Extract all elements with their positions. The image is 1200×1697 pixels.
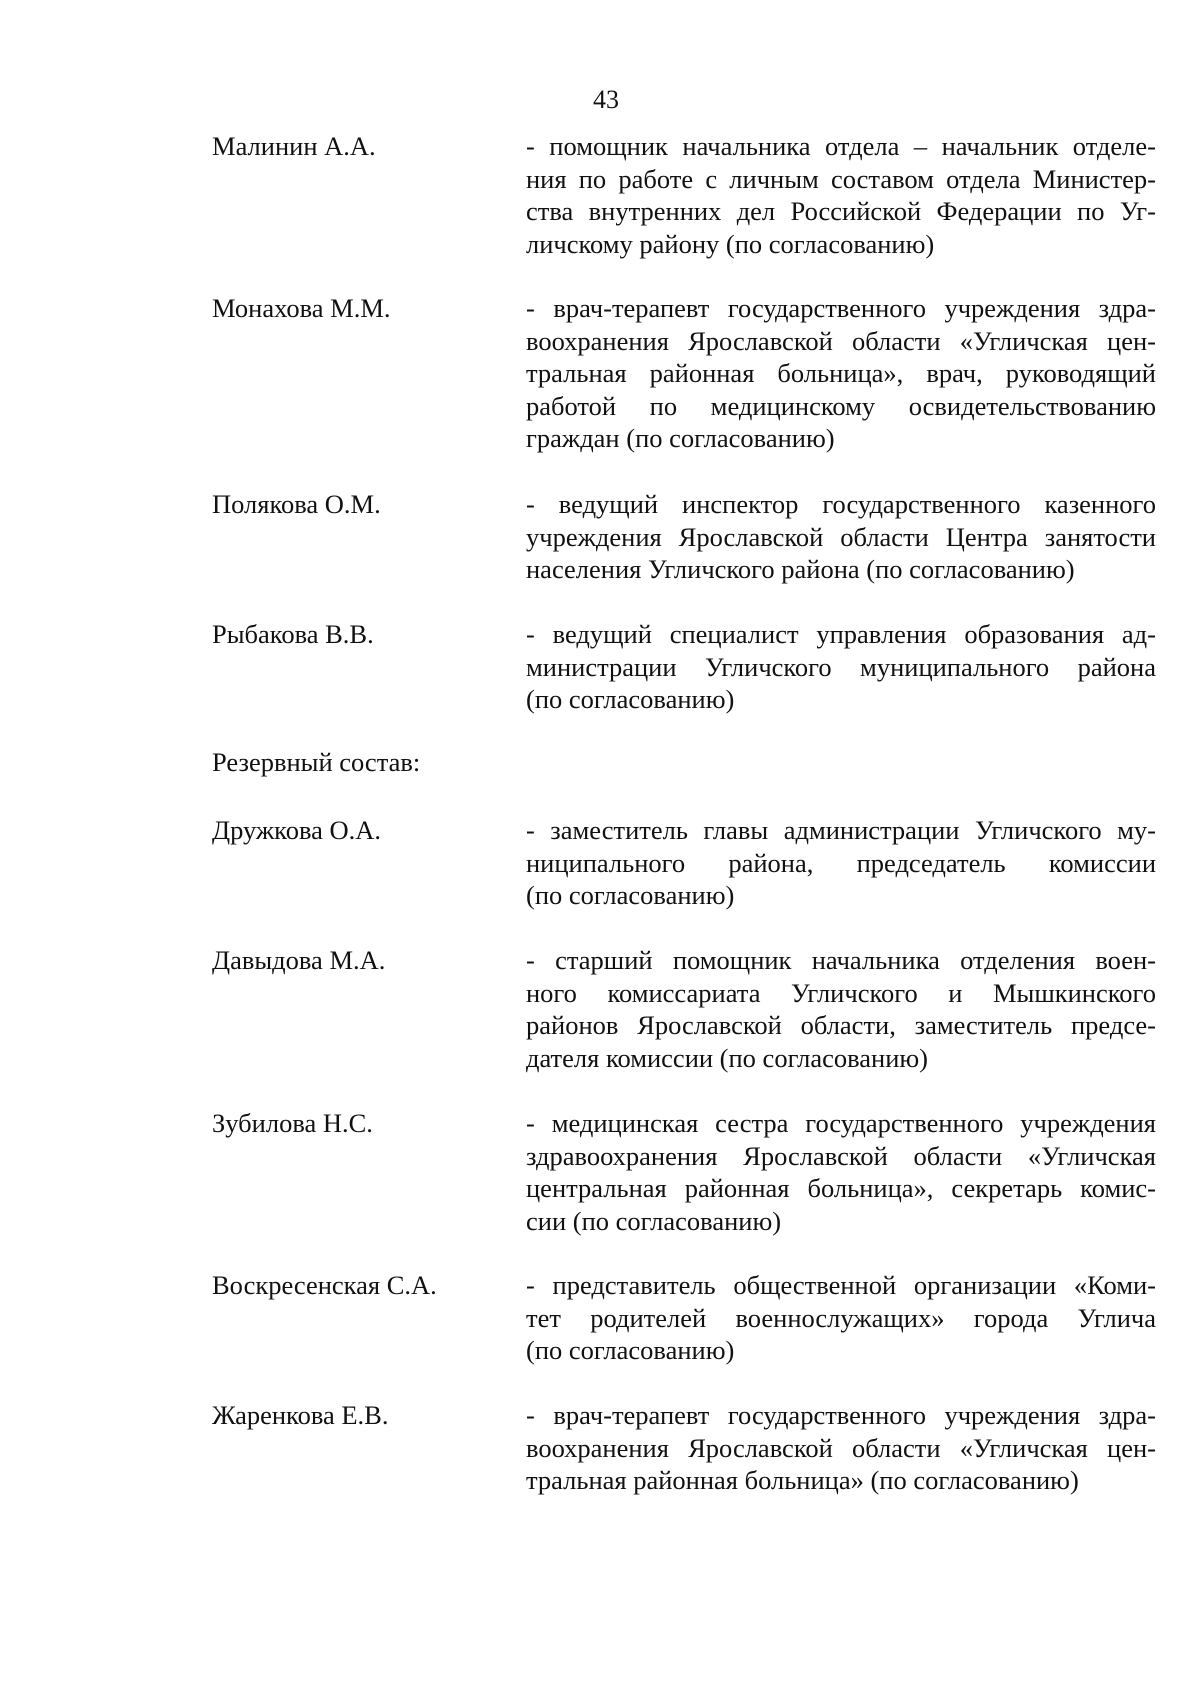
member-name: Жаренкова Е.В. <box>212 1400 389 1430</box>
member-role <box>526 1269 1156 1367</box>
role-line: личскому району (по согласованию) <box>526 228 935 259</box>
member-role <box>526 814 1156 912</box>
role-line: (по согласованию) <box>526 684 735 714</box>
role-line: центральная районная больница», секретарь комис- <box>526 1173 1156 1203</box>
member-name: Зубилова Н.С. <box>212 1108 373 1138</box>
role-line: населения Угличского района (по согласованию) <box>526 554 1075 584</box>
member-name: Рыбакова В.В. <box>212 619 374 649</box>
role-line: ного комиссариата Угличского и Мышкинского <box>526 977 1156 1008</box>
role-line: - врач-терапевт государственного учреждения здра- <box>526 1400 1156 1430</box>
member-role <box>526 488 1156 586</box>
role-line: - представитель общественной организации «Коми- <box>526 1270 1156 1300</box>
role-line: - врач-терапевт государственного учреждения здра- <box>526 293 1156 323</box>
role-line: воохранения Ярославской области «Угличская цен- <box>526 1432 1156 1463</box>
role-line: учреждения Ярославской области Центра занятости <box>526 521 1156 552</box>
member-name: Полякова О.М. <box>212 489 381 519</box>
role-line: граждан (по согласованию) <box>526 423 835 453</box>
member-role <box>526 618 1156 716</box>
role-line: работой по медицинскому освидетельствованию <box>526 390 1156 421</box>
role-line: воохранения Ярославской области «Угличская цен- <box>526 325 1156 356</box>
role-line: ства внутренних дел Российской Федерации по Уг- <box>526 196 1156 226</box>
role-line: ния по работе с личным составом отдела Министер- <box>526 163 1156 194</box>
member-role <box>526 1107 1156 1237</box>
member-name: Воскресенская С.А. <box>212 1270 437 1300</box>
reserve-section-label: Резервный состав: <box>212 747 421 777</box>
role-line: дателя комиссии (по согласованию) <box>526 1042 929 1073</box>
role-line: - медицинская сестра государственного учреждения <box>526 1108 1156 1138</box>
role-line: тет родителей военнослужащих» города Углича <box>526 1302 1156 1333</box>
role-line: - ведущий специалист управления образования ад- <box>526 619 1156 649</box>
role-line: министрации Угличского муниципального района <box>526 651 1156 682</box>
member-role <box>526 292 1156 455</box>
role-line: - ведущий инспектор государственного казенного <box>526 489 1156 519</box>
role-line: тральная районная больница» (по согласованию) <box>526 1465 1079 1495</box>
member-name: Монахова М.М. <box>212 293 391 323</box>
member-role <box>526 944 1156 1074</box>
member-role <box>526 130 1156 260</box>
member-name: Давыдова М.А. <box>212 945 386 975</box>
role-line: - помощник начальника отдела – начальник отделе- <box>526 131 1156 161</box>
page-number: 43 <box>593 85 619 114</box>
role-line: тральная районная больница», врач, руководящий <box>526 358 1156 388</box>
member-role <box>526 1399 1156 1497</box>
role-line: - заместитель главы администрации Угличского му- <box>526 815 1156 845</box>
role-line: районов Ярославской области, заместитель предсе- <box>526 1010 1156 1040</box>
role-line: ниципального района, председатель комиссии <box>526 847 1156 878</box>
role-line: здравоохранения Ярославской области «Угличская <box>526 1140 1156 1171</box>
role-line: (по согласованию) <box>526 1335 735 1365</box>
role-line: сии (по согласованию) <box>526 1205 782 1236</box>
member-name: Малинин А.А. <box>212 131 376 161</box>
role-line: (по согласованию) <box>526 880 735 910</box>
member-name: Дружкова О.А. <box>212 815 382 845</box>
role-line: - старший помощник начальника отделения воен- <box>526 945 1156 975</box>
